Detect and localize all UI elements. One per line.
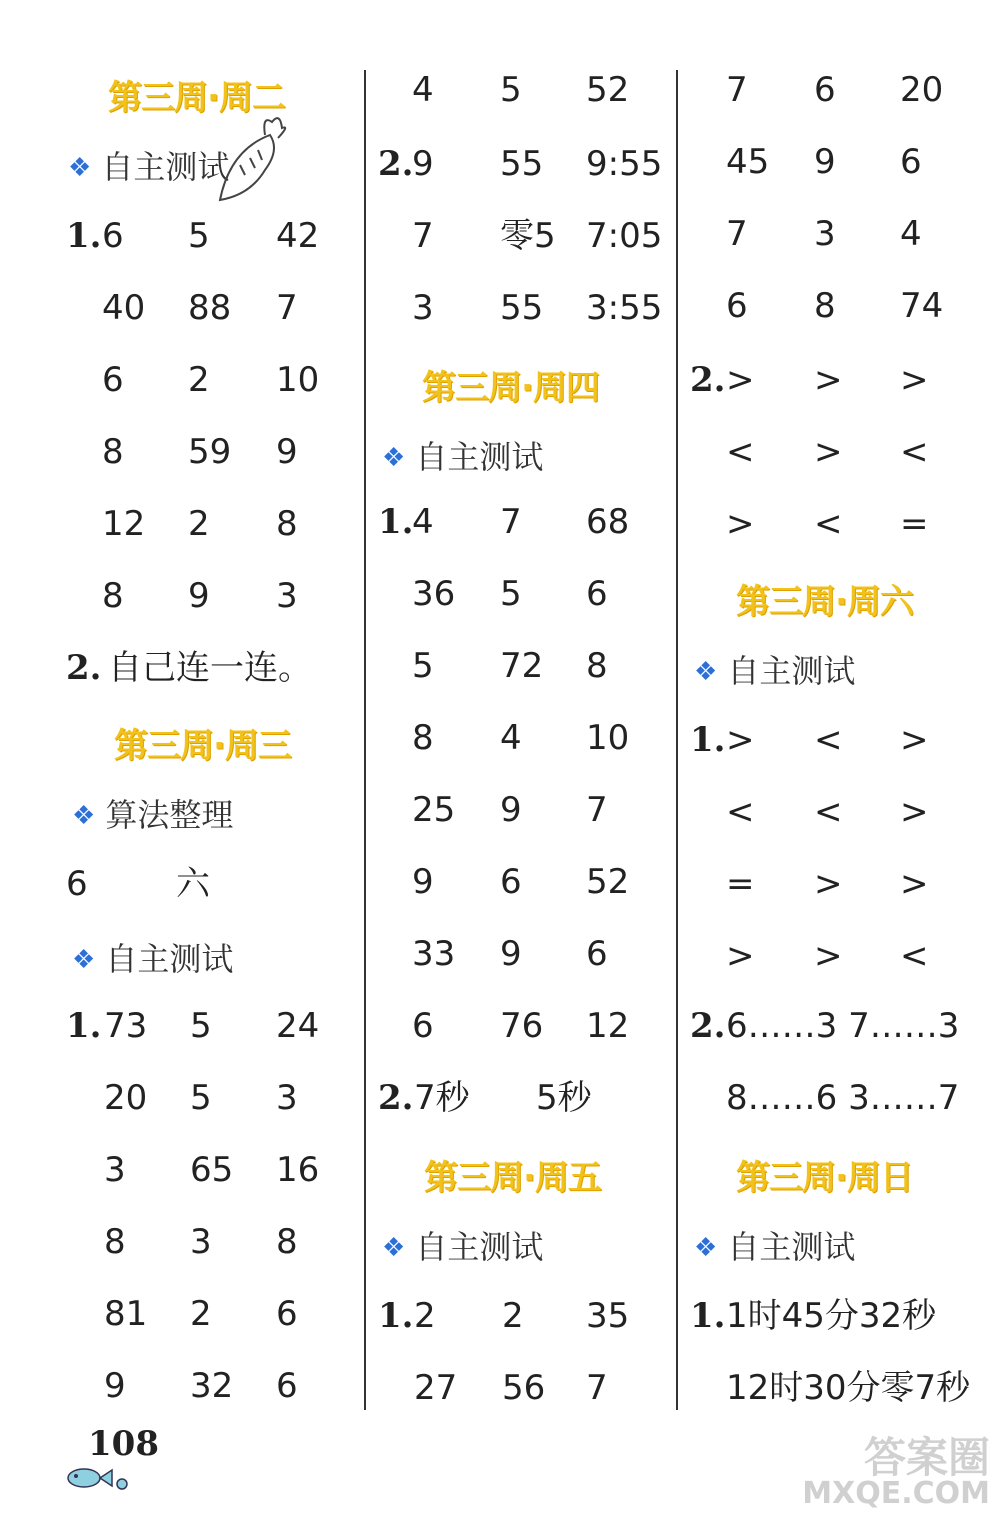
answer-value: 2 <box>414 1296 436 1336</box>
answer-value: 68 <box>586 502 630 542</box>
heading-week3-wed: 第三周·周三 <box>114 726 291 766</box>
heading-week3-fri: 第三周·周五 <box>424 1158 601 1198</box>
answer-value: 8 <box>276 504 298 544</box>
answer-value: 76 <box>500 1006 544 1046</box>
answer-value: 9 <box>104 1366 126 1406</box>
answer-value: 72 <box>500 646 544 686</box>
diamond-icon: ❖ <box>72 801 96 831</box>
section-self-test <box>382 432 543 478</box>
answer-value: 6 <box>500 862 522 902</box>
section-label: 自主测试 <box>101 148 230 186</box>
question-number: 2. <box>66 648 102 688</box>
diamond-icon: ❖ <box>382 1233 406 1263</box>
answer-value: 3 <box>412 288 434 328</box>
answer-value: > <box>814 432 843 472</box>
answer-text: 1时45分32秒 <box>726 1296 937 1336</box>
section-self-test <box>72 934 233 980</box>
watermark-title: 答案圈 <box>863 1433 990 1482</box>
answer-value: 56 <box>502 1368 546 1408</box>
answer-value: 55 <box>500 144 544 184</box>
question-number: 2. <box>690 1006 726 1046</box>
answer-value: < <box>900 432 929 472</box>
answer-value: 81 <box>104 1294 148 1334</box>
answer-value: > <box>900 720 929 760</box>
column-divider-2 <box>676 70 678 1410</box>
answer-value: 6 <box>276 1294 298 1334</box>
diamond-icon: ❖ <box>694 1233 718 1263</box>
answer-value: 8 <box>412 718 434 758</box>
answer-text: 自己连一连。 <box>108 648 312 688</box>
answer-value: > <box>726 504 755 544</box>
watermark-url: MXQE.COM <box>802 1476 990 1511</box>
answer-value: 20 <box>104 1078 148 1118</box>
section-label: 自主测试 <box>727 652 856 690</box>
section-label: 自主测试 <box>727 1228 856 1266</box>
answer-value: 40 <box>102 288 146 328</box>
answer-value: 5 <box>500 574 522 614</box>
answer-value: 55 <box>500 288 544 328</box>
answer-value: 7 <box>726 70 748 110</box>
answer-value: 5秒 <box>536 1078 592 1118</box>
answer-value: = <box>726 864 755 904</box>
section-self-test <box>382 1222 543 1268</box>
answer-value: > <box>814 936 843 976</box>
answer-text: 6……3 7……3 <box>726 1006 960 1046</box>
answer-value: 8 <box>814 286 836 326</box>
answer-value: < <box>814 720 843 760</box>
answer-value: < <box>814 504 843 544</box>
answer-value: 88 <box>188 288 232 328</box>
section-self-test <box>694 646 855 692</box>
question-number: 1. <box>690 1296 726 1336</box>
question-number: 1. <box>66 1006 102 1046</box>
answer-value: 36 <box>412 574 456 614</box>
answer-value: 9 <box>500 790 522 830</box>
question-number: 1. <box>378 502 414 542</box>
answer-value: 7 <box>500 502 522 542</box>
answer-value: 4 <box>412 502 434 542</box>
section-algorithm <box>72 790 233 836</box>
section-self-test <box>68 142 229 188</box>
answer-value: 7秒 <box>414 1078 470 1118</box>
answer-value: 3:55 <box>586 288 663 328</box>
diamond-icon: ❖ <box>382 443 406 473</box>
answer-value: 35 <box>586 1296 630 1336</box>
answer-value: 9 <box>276 432 298 472</box>
answer-value: 4 <box>900 214 922 254</box>
answer-value: 10 <box>586 718 630 758</box>
answer-value: 7 <box>586 790 608 830</box>
question-number: 2. <box>378 1078 414 1118</box>
answer-value: < <box>900 936 929 976</box>
answer-value: > <box>900 792 929 832</box>
answer-value: 6 <box>102 360 124 400</box>
section-label: 自主测试 <box>105 940 234 978</box>
answer-value: 零5 <box>500 216 556 256</box>
answer-value: 六 <box>176 864 210 904</box>
answer-value: 5 <box>500 70 522 110</box>
answer-value: 8 <box>102 576 124 616</box>
answer-value: 8 <box>104 1222 126 1262</box>
column-divider-1 <box>364 70 366 1410</box>
answer-value: 10 <box>276 360 320 400</box>
answer-value: 6 <box>102 216 124 256</box>
diamond-icon: ❖ <box>72 945 96 975</box>
answer-value: 3 <box>814 214 836 254</box>
heading-week3-thu: 第三周·周四 <box>422 368 599 408</box>
answer-value: 16 <box>276 1150 320 1190</box>
answer-value: 33 <box>412 934 456 974</box>
answer-value: 12 <box>586 1006 630 1046</box>
answer-text: 12时30分零7秒 <box>726 1368 971 1408</box>
section-self-test <box>694 1222 855 1268</box>
answer-value: 2 <box>502 1296 524 1336</box>
answer-value: > <box>726 720 755 760</box>
answer-value: 2 <box>188 504 210 544</box>
answer-value: 20 <box>900 70 944 110</box>
answer-value: 73 <box>104 1006 148 1046</box>
answer-value: 6 <box>900 142 922 182</box>
answer-value: > <box>726 360 755 400</box>
answer-value: = <box>900 504 929 544</box>
answer-value: 6 <box>814 70 836 110</box>
answer-value: 65 <box>190 1150 234 1190</box>
fish-icon <box>62 1462 132 1494</box>
answer-value: 4 <box>412 70 434 110</box>
answer-value: 8 <box>276 1222 298 1262</box>
answer-value: 25 <box>412 790 456 830</box>
answer-value: 7:05 <box>586 216 663 256</box>
heading-week3-tue: 第三周·周二 <box>108 78 285 118</box>
answer-value: 3 <box>104 1150 126 1190</box>
answer-value: 32 <box>190 1366 234 1406</box>
answer-value: 6 <box>586 934 608 974</box>
answer-value: 5 <box>190 1006 212 1046</box>
answer-value: > <box>726 936 755 976</box>
answer-value: 6 <box>586 574 608 614</box>
answer-value: < <box>814 792 843 832</box>
answer-value: 74 <box>900 286 944 326</box>
question-number: 1. <box>378 1296 414 1336</box>
answer-value: 9 <box>814 142 836 182</box>
page-number: 108 <box>88 1424 159 1464</box>
answer-value: 7 <box>586 1368 608 1408</box>
diamond-icon: ❖ <box>694 657 718 687</box>
answer-value: 9:55 <box>586 144 663 184</box>
answer-value: 8 <box>102 432 124 472</box>
answer-value: 6 <box>66 864 88 904</box>
answer-value: 9 <box>188 576 210 616</box>
answer-value: 3 <box>276 1078 298 1118</box>
heading-week3-sat: 第三周·周六 <box>736 582 913 622</box>
carrot-icon <box>210 110 290 210</box>
answer-value: 5 <box>188 216 210 256</box>
question-number: 2. <box>690 360 726 400</box>
answer-value: 3 <box>190 1222 212 1262</box>
question-number: 1. <box>66 216 102 256</box>
answer-value: 6 <box>276 1366 298 1406</box>
heading-week3-sun: 第三周·周日 <box>736 1158 913 1198</box>
answer-value: 9 <box>412 862 434 902</box>
answer-value: 8 <box>586 646 608 686</box>
answer-value: 52 <box>586 862 630 902</box>
answer-value: 7 <box>276 288 298 328</box>
answer-value: 6 <box>412 1006 434 1046</box>
answer-value: 5 <box>412 646 434 686</box>
answer-value: > <box>814 864 843 904</box>
answer-value: 59 <box>188 432 232 472</box>
answer-value: 52 <box>586 70 630 110</box>
answer-value: 2 <box>190 1294 212 1334</box>
answer-value: < <box>726 792 755 832</box>
answer-value: 24 <box>276 1006 320 1046</box>
answer-value: 3 <box>276 576 298 616</box>
section-label: 自主测试 <box>415 438 544 476</box>
answer-value: 7 <box>726 214 748 254</box>
answer-value: 2 <box>188 360 210 400</box>
answer-value: > <box>900 864 929 904</box>
answer-text: 8……6 3……7 <box>726 1078 960 1118</box>
answer-value: 27 <box>414 1368 458 1408</box>
answer-value: > <box>814 360 843 400</box>
answer-value: 7 <box>412 216 434 256</box>
question-number: 1. <box>690 720 726 760</box>
answer-value: > <box>900 360 929 400</box>
answer-value: 6 <box>726 286 748 326</box>
watermark <box>802 1433 990 1512</box>
section-label: 算法整理 <box>105 796 234 834</box>
answer-value: 9 <box>412 144 434 184</box>
answer-value: 9 <box>500 934 522 974</box>
question-number: 2. <box>378 144 414 184</box>
answer-value: 42 <box>276 216 320 256</box>
diamond-icon: ❖ <box>68 153 92 183</box>
answer-value: 45 <box>726 142 770 182</box>
section-label: 自主测试 <box>415 1228 544 1266</box>
answer-value: 5 <box>190 1078 212 1118</box>
answer-value: 4 <box>500 718 522 758</box>
answer-value: < <box>726 432 755 472</box>
answer-value: 12 <box>102 504 146 544</box>
